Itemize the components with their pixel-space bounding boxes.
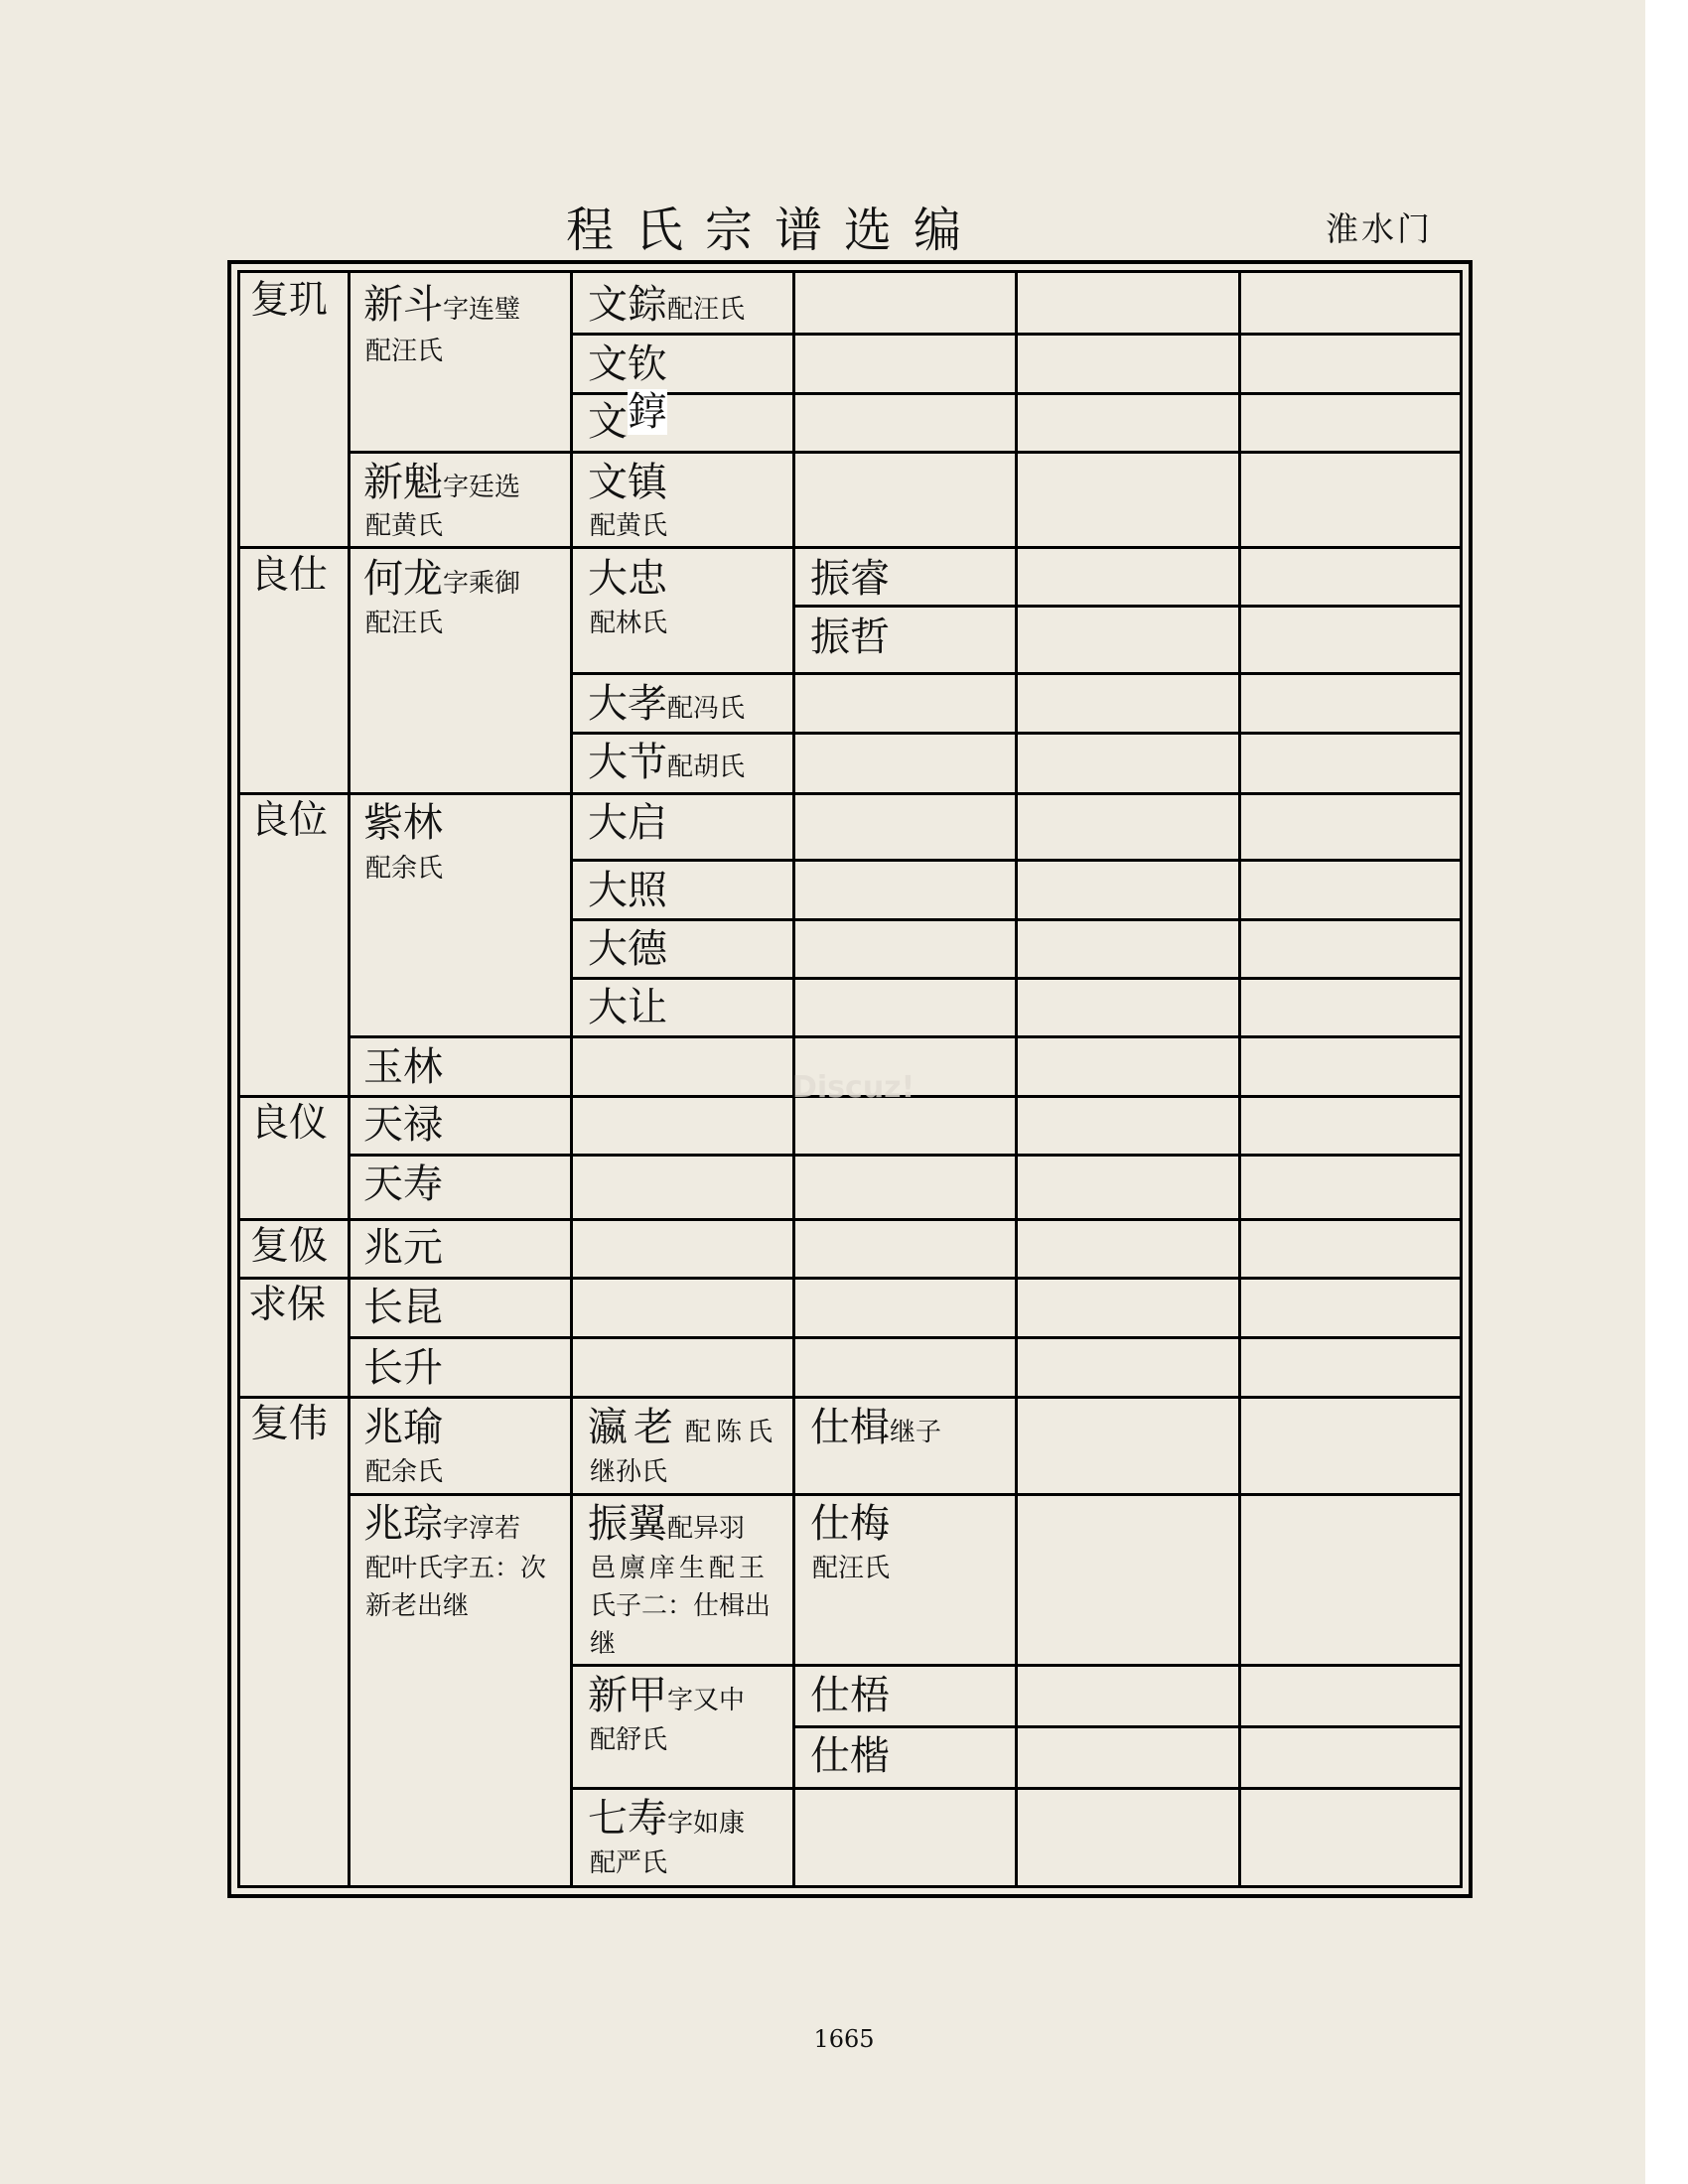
spouse-note: 配汪氏 [812, 1554, 891, 1583]
generation-name: 良仪 [250, 1101, 329, 1146]
person-name: 振哲 [810, 614, 890, 660]
person-name [363, 554, 520, 604]
generation-name: 良仕 [250, 553, 329, 598]
spouse-note: 配汪氏 [667, 295, 746, 325]
person-name-text: 何龙 [363, 556, 443, 602]
column-line [1015, 270, 1018, 1888]
person-name: 长升 [363, 1345, 443, 1391]
courtesy-name: 字淳若 [443, 1514, 521, 1544]
person-name-text: 新斗 [363, 282, 443, 328]
note: 新老出继 [365, 1591, 470, 1621]
person-name-text: 振翼 [588, 1501, 667, 1547]
column-line [570, 270, 573, 1888]
person-name-char: 錞 [628, 389, 667, 435]
person-name [363, 1499, 520, 1549]
person-name [588, 1794, 745, 1843]
person-name-text: 兆琮 [363, 1501, 443, 1547]
generation-name: 复伟 [250, 1402, 329, 1446]
divider [349, 451, 1463, 454]
person-name [363, 280, 520, 330]
courtesy-name: 字乘御 [443, 569, 521, 599]
spouse-note: 配冯氏 [667, 694, 746, 724]
person-name: 大德 [588, 926, 667, 972]
person-name: 长昆 [363, 1285, 443, 1330]
generation-name: 良位 [250, 798, 329, 843]
person-name: 兆元 [363, 1225, 443, 1271]
person-name-text: 大孝 [588, 681, 667, 727]
page-number: 1665 [813, 2025, 875, 2053]
person-name [588, 1403, 777, 1452]
divider [793, 605, 1463, 608]
branch-label: 淮水门 [1326, 209, 1433, 248]
person-name [588, 1671, 745, 1720]
page-title: 程氏宗谱选编 [566, 203, 984, 258]
divider [349, 1493, 1463, 1496]
divider [349, 1154, 1463, 1157]
person-name: 大让 [588, 985, 667, 1030]
person-name: 紫林 [363, 800, 443, 846]
note: 邑廪庠生配王 [590, 1554, 770, 1583]
person-name: 大忠 [588, 556, 667, 602]
note: 继 [590, 1629, 617, 1659]
person-name-text: 七寿 [588, 1796, 667, 1842]
spouse-note: 配汪氏 [365, 609, 444, 638]
spouse-note: 配林氏 [590, 609, 668, 638]
person-name [588, 389, 667, 447]
divider [237, 546, 1463, 549]
person-name-text: 大节 [588, 740, 667, 785]
person-name [810, 1403, 941, 1452]
courtesy-name: 字又中 [667, 1686, 746, 1715]
spouse-note: 配余氏 [365, 1457, 444, 1487]
page-edge [1645, 0, 1688, 2184]
column-line [348, 270, 351, 1888]
generation-name: 复玑 [250, 278, 329, 323]
column-line [1238, 270, 1241, 1888]
divider [793, 1725, 1463, 1728]
person-name: 文钦 [588, 341, 667, 387]
person-name-text: 文 [588, 399, 628, 445]
spouse-note: 配陈氏 [685, 1418, 778, 1447]
person-name: 振睿 [810, 556, 890, 602]
note: 氏子二：仕楫出 [590, 1591, 772, 1621]
spouse-note: 配严氏 [590, 1848, 668, 1878]
person-name: 天禄 [363, 1102, 443, 1148]
person-name: 仕梧 [810, 1673, 890, 1718]
divider [237, 1218, 1463, 1221]
courtesy-name: 字廷选 [443, 473, 521, 502]
courtesy-name: 配异羽 [667, 1514, 746, 1544]
watermark: Discuz! [792, 1070, 915, 1105]
person-name [363, 458, 520, 507]
person-name [588, 738, 745, 787]
person-name: 大照 [588, 868, 667, 913]
note: 继子 [890, 1418, 942, 1447]
note: 继孙氏 [590, 1457, 668, 1487]
person-name: 仕梅 [810, 1501, 890, 1547]
person-name-text: 新魁 [363, 460, 443, 505]
person-name [588, 280, 745, 330]
divider [237, 792, 1463, 795]
divider [349, 1336, 1463, 1339]
spouse-note: 配胡氏 [667, 752, 746, 782]
spouse-note: 配汪氏 [365, 337, 444, 366]
person-name-text: 文錝 [588, 282, 667, 328]
generation-name: 复伋 [250, 1224, 329, 1269]
spouse-note: 配黄氏 [365, 511, 444, 541]
person-name [588, 679, 745, 729]
spouse-note: 配舒氏 [590, 1725, 668, 1755]
person-name-text: 瀛老 [588, 1405, 679, 1450]
person-name: 大启 [588, 800, 667, 846]
generation-name: 求保 [248, 1283, 327, 1327]
person-name-text: 仕楫 [810, 1405, 890, 1450]
person-name-text: 新甲 [588, 1673, 667, 1718]
person-name: 玉林 [363, 1044, 443, 1090]
spouse-note: 配黄氏 [590, 511, 668, 541]
divider [349, 1035, 1463, 1038]
person-name [588, 1499, 745, 1549]
courtesy-name: 字连璧 [443, 295, 521, 325]
person-name: 兆瑜 [363, 1405, 443, 1450]
divider [237, 1277, 1463, 1280]
person-name: 天寿 [363, 1161, 443, 1207]
spouse-note: 配叶氏字五：次 [365, 1554, 547, 1583]
divider [237, 1396, 1463, 1399]
person-name: 文镇 [588, 460, 667, 505]
spouse-note: 配余氏 [365, 854, 444, 884]
person-name: 仕楷 [810, 1733, 890, 1779]
courtesy-name: 字如康 [667, 1809, 746, 1839]
